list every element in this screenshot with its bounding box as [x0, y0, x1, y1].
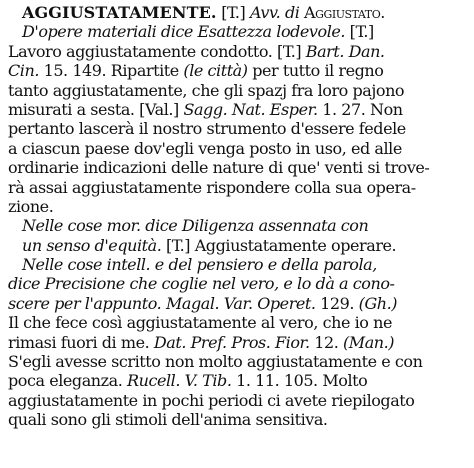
- text-segment: 12.: [309, 332, 343, 352]
- entry-line: [8, 236, 470, 255]
- italic-text: Dat. Pref. Pros. Fior.: [153, 332, 310, 352]
- entry-line: [8, 22, 470, 41]
- text-segment: 1. 27. Non: [317, 99, 403, 119]
- text-segment: pertanto lascerà il nostro strumento d'essere fedele: [8, 119, 406, 139]
- entry-line: [8, 3, 470, 22]
- entry-line: [8, 216, 470, 235]
- text-segment: ordinarie indicazioni delle nature di que' venti si trove-: [8, 158, 430, 178]
- italic-text: (Gh.): [358, 293, 398, 313]
- italic-text: scere per l'appunto. Magal. Var. Operet.: [8, 293, 316, 313]
- text-segment: misurati a sesta. [Val.]: [8, 99, 184, 119]
- entry-line: [8, 352, 470, 371]
- italic-text: (le città): [183, 61, 248, 81]
- text-segment: Aggiustato.: [304, 3, 385, 22]
- italic-text: Avv. di: [249, 3, 305, 22]
- entry-line: [8, 158, 470, 177]
- entry-line: [8, 410, 470, 429]
- entry-line: [8, 313, 470, 332]
- italic-text: Nelle cose mor. dice Diligenza assennata con: [22, 216, 369, 236]
- entry-line: [8, 255, 470, 274]
- text-segment: Il che fece così aggiustatamente al vero, che io ne: [8, 313, 392, 333]
- entry-line: [8, 61, 470, 80]
- entry-line: [8, 197, 470, 216]
- text-segment: zione.: [8, 196, 54, 216]
- text-segment: [T.]: [216, 3, 250, 22]
- text-segment: quali sono gli stimoli dell'anima sensitiva.: [8, 410, 328, 430]
- entry-line: [8, 274, 470, 293]
- text-segment: Lavoro aggiustatamente condotto. [T.]: [8, 41, 306, 61]
- entry-line: [8, 81, 470, 100]
- text-segment: 129.: [315, 293, 359, 313]
- text-segment: rà assai aggiustatamente rispondere colla sua opera-: [8, 177, 416, 197]
- entry-line: [8, 294, 470, 313]
- text-segment: [T.]: [345, 22, 374, 42]
- text-segment: 15. 149. Ripartite: [38, 61, 184, 81]
- text-segment: [T.] Aggiustatamente operare.: [161, 235, 397, 255]
- text-segment: tanto aggiustatamente, che gli spazj fra loro pajono: [8, 80, 405, 100]
- entry-line: [8, 139, 470, 158]
- italic-text: Nelle cose intell. e del pensiero e della parola,: [22, 255, 377, 275]
- italic-text: Sagg. Nat. Esper.: [183, 99, 318, 119]
- entry-line: [8, 391, 470, 410]
- text-segment: a ciascun paese dov'egli venga posto in uso, ed alle: [8, 138, 402, 158]
- text-segment: poca eleganza.: [8, 371, 127, 391]
- text-segment: aggiustatamente in pochi periodi ci avete riepilogato: [8, 390, 415, 410]
- italic-text: Rucell. V. Tib.: [127, 371, 232, 391]
- entry-line: [8, 119, 470, 138]
- italic-text: D'opere materiali dice Esattezza lodevole.: [22, 22, 346, 42]
- text-segment: S'egli avesse scritto non molto aggiustatamente e con: [8, 352, 423, 372]
- italic-text: dice Precisione che coglie nel vero, e lo dà a cono-: [8, 274, 395, 294]
- headword: AGGIUSTATAMENTE.: [22, 3, 217, 22]
- entry-line: [8, 333, 470, 352]
- italic-text: Cin.: [8, 61, 39, 81]
- entry-line: [8, 42, 470, 61]
- text-segment: rimasi fuori di me.: [8, 332, 154, 352]
- entry-text: [8, 3, 470, 430]
- entry-line: [8, 100, 470, 119]
- italic-text: Bart. Dan.: [305, 41, 385, 61]
- text-segment: per tutto il regno: [247, 61, 384, 81]
- entry-line: [8, 371, 470, 390]
- italic-text: un senso d'equità.: [22, 235, 162, 255]
- italic-text: (Man.): [342, 332, 395, 352]
- entry-line: [8, 178, 470, 197]
- text-segment: 1. 11. 105. Molto: [231, 371, 368, 391]
